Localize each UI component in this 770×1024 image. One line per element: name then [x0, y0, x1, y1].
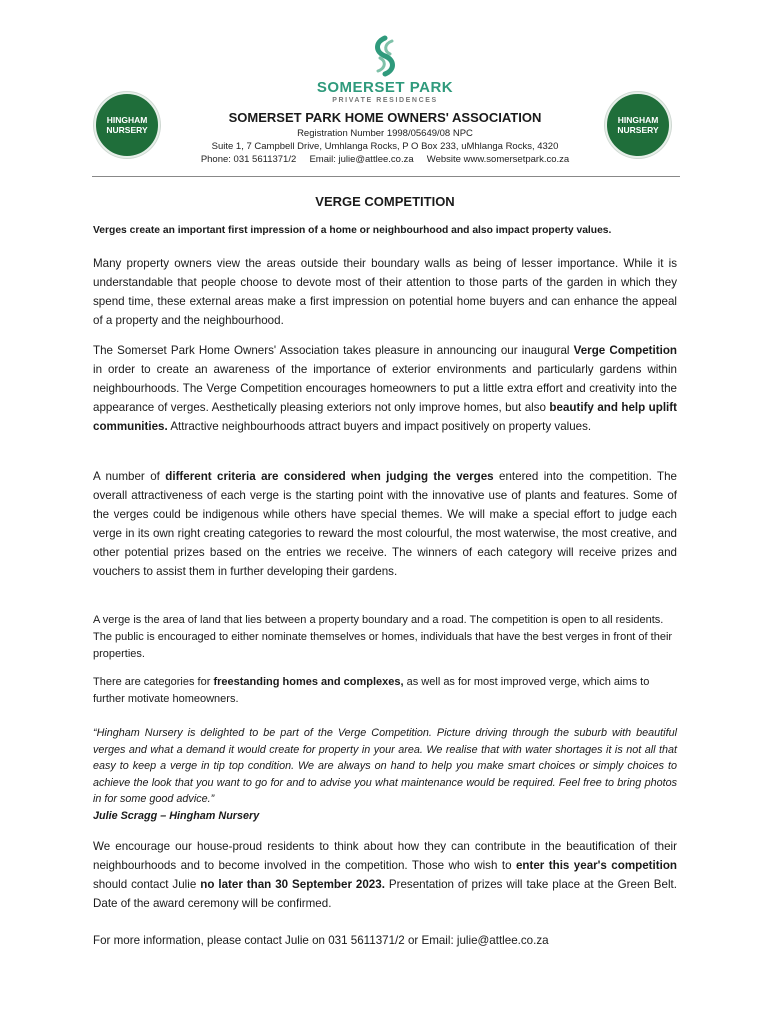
paragraph-categories: [93, 674, 677, 708]
highlight-categories: freestanding homes and complexes,: [213, 676, 404, 688]
text-run: Attractive neighbourhoods attract buyers and impact positively on property values.: [167, 420, 592, 433]
highlight-enter-competition: enter this year's competition: [515, 859, 677, 872]
text-run: Presentation of prizes will take place at the Green Belt. Date of the award ceremony will be confirmed.: [93, 878, 678, 910]
quote-author: Julie Scragg – Hingham Nursery: [93, 809, 260, 822]
paragraph-entry-deadline: [93, 837, 677, 913]
text-run: in order to create an awareness of the importance of exterior environments and particularly gardens within neighbourhoods. The Verge Competition encourages homeowners to put a little extra effort and creativity into the appearance of verges. Aesthetically pleasing exteriors not only improve homes, but also: [93, 363, 677, 414]
highlight-uplift-communities: beautify and help uplift communities.: [93, 401, 677, 433]
text-run: should contact Julie: [93, 878, 201, 891]
document-title: VERGE COMPETITION: [315, 194, 455, 209]
hingham-nursery-logo-text: HINGHAM NURSERY: [617, 115, 659, 135]
highlight-verge-competition: Verge Competition: [573, 344, 677, 357]
text-run: We encourage our house-proud residents to think about how they can contribute in the beautification of their neighbourhoods and to become involved in the competition. Those who wish to: [93, 840, 677, 872]
letterhead-divider: [92, 176, 680, 177]
text-run: A number of: [93, 470, 166, 483]
text-run: as well as for most improved verge, which aims to further motivate homeowners.: [93, 676, 650, 705]
text-run: entered into the competition. The overall attractiveness of each verge is the starting point with the innovative use of plants and features. Some of the verges could be indigenous while others have special themes. We will make a special effort to judge each verge in its own right creating categories to reward the most colourful, the most waterwise, the most creative, and other potential prizes based on the entries we receive. The winners of each category will receive prizes and vouchers to assist them in further developing their gardens.: [93, 470, 677, 578]
contact-details: Phone: 031 5611371/2 Email: julie@attlee.co.za Website www.somersetpark.co.za: [200, 154, 570, 165]
postal-address: Suite 1, 7 Campbell Drive, Umhlanga Rocks, P O Box 233, uMhlanga Rocks, 4320: [211, 141, 559, 152]
text-run: There are categories for: [93, 676, 214, 688]
paragraph-announcement: [93, 341, 677, 436]
brand-name: SOMERSET PARK: [316, 79, 454, 96]
text-run: The Somerset Park Home Owners' Association takes pleasure in announcing our inaugural: [93, 344, 574, 357]
highlight-criteria: different criteria are considered when judging the verges: [165, 470, 494, 483]
paragraph-intro: Many property owners view the areas outside their boundary walls as being of lesser importance. While it is understandable that people choose to devote most of their attention to those parts of the garden in which they spend time, these external areas make a first impression on potential home buyers and can enhance the appeal of a property and the neighbourhood.: [93, 257, 677, 327]
paragraph-contact-info: For more information, please contact Julie on 031 5611371/2 or Email: julie@attlee.co.za: [93, 934, 549, 947]
quote-text: “Hingham Nursery is delighted to be part of the Verge Competition. Picture driving through the suburb with beautiful verges and what a demand it would create for property in your area. We realise that with water shortages it is not all that easy to keep a verge in tip top condition. We are always on hand to help you make smart choices or simply choices to achieve the look that you want to go for and to advise you what maintenance would be required. Feel free to bring photos in for some good advice.”: [93, 727, 677, 805]
somerset-park-logo-icon: [363, 34, 407, 78]
nursery-quote: [93, 725, 677, 824]
hingham-nursery-logo-text: HINGHAM NURSERY: [106, 115, 148, 135]
brand-tagline: PRIVATE RESIDENCES: [332, 97, 438, 104]
paragraph-criteria: [93, 467, 677, 581]
registration-number: Registration Number 1998/05649/08 NPC: [297, 128, 473, 139]
association-name: SOMERSET PARK HOME OWNERS' ASSOCIATION: [228, 110, 542, 125]
paragraph-verge-definition: A verge is the area of land that lies between a property boundary and a road. The competition is open to all residents. The public is encouraged to either nominate themselves or homes, individuals that have the best verges in front of their properties.: [93, 614, 673, 660]
lead-sentence: Verges create an important first impression of a home or neighbourhood and also impact property values.: [93, 225, 612, 236]
highlight-deadline: no later than 30 September 2023.: [200, 878, 385, 891]
